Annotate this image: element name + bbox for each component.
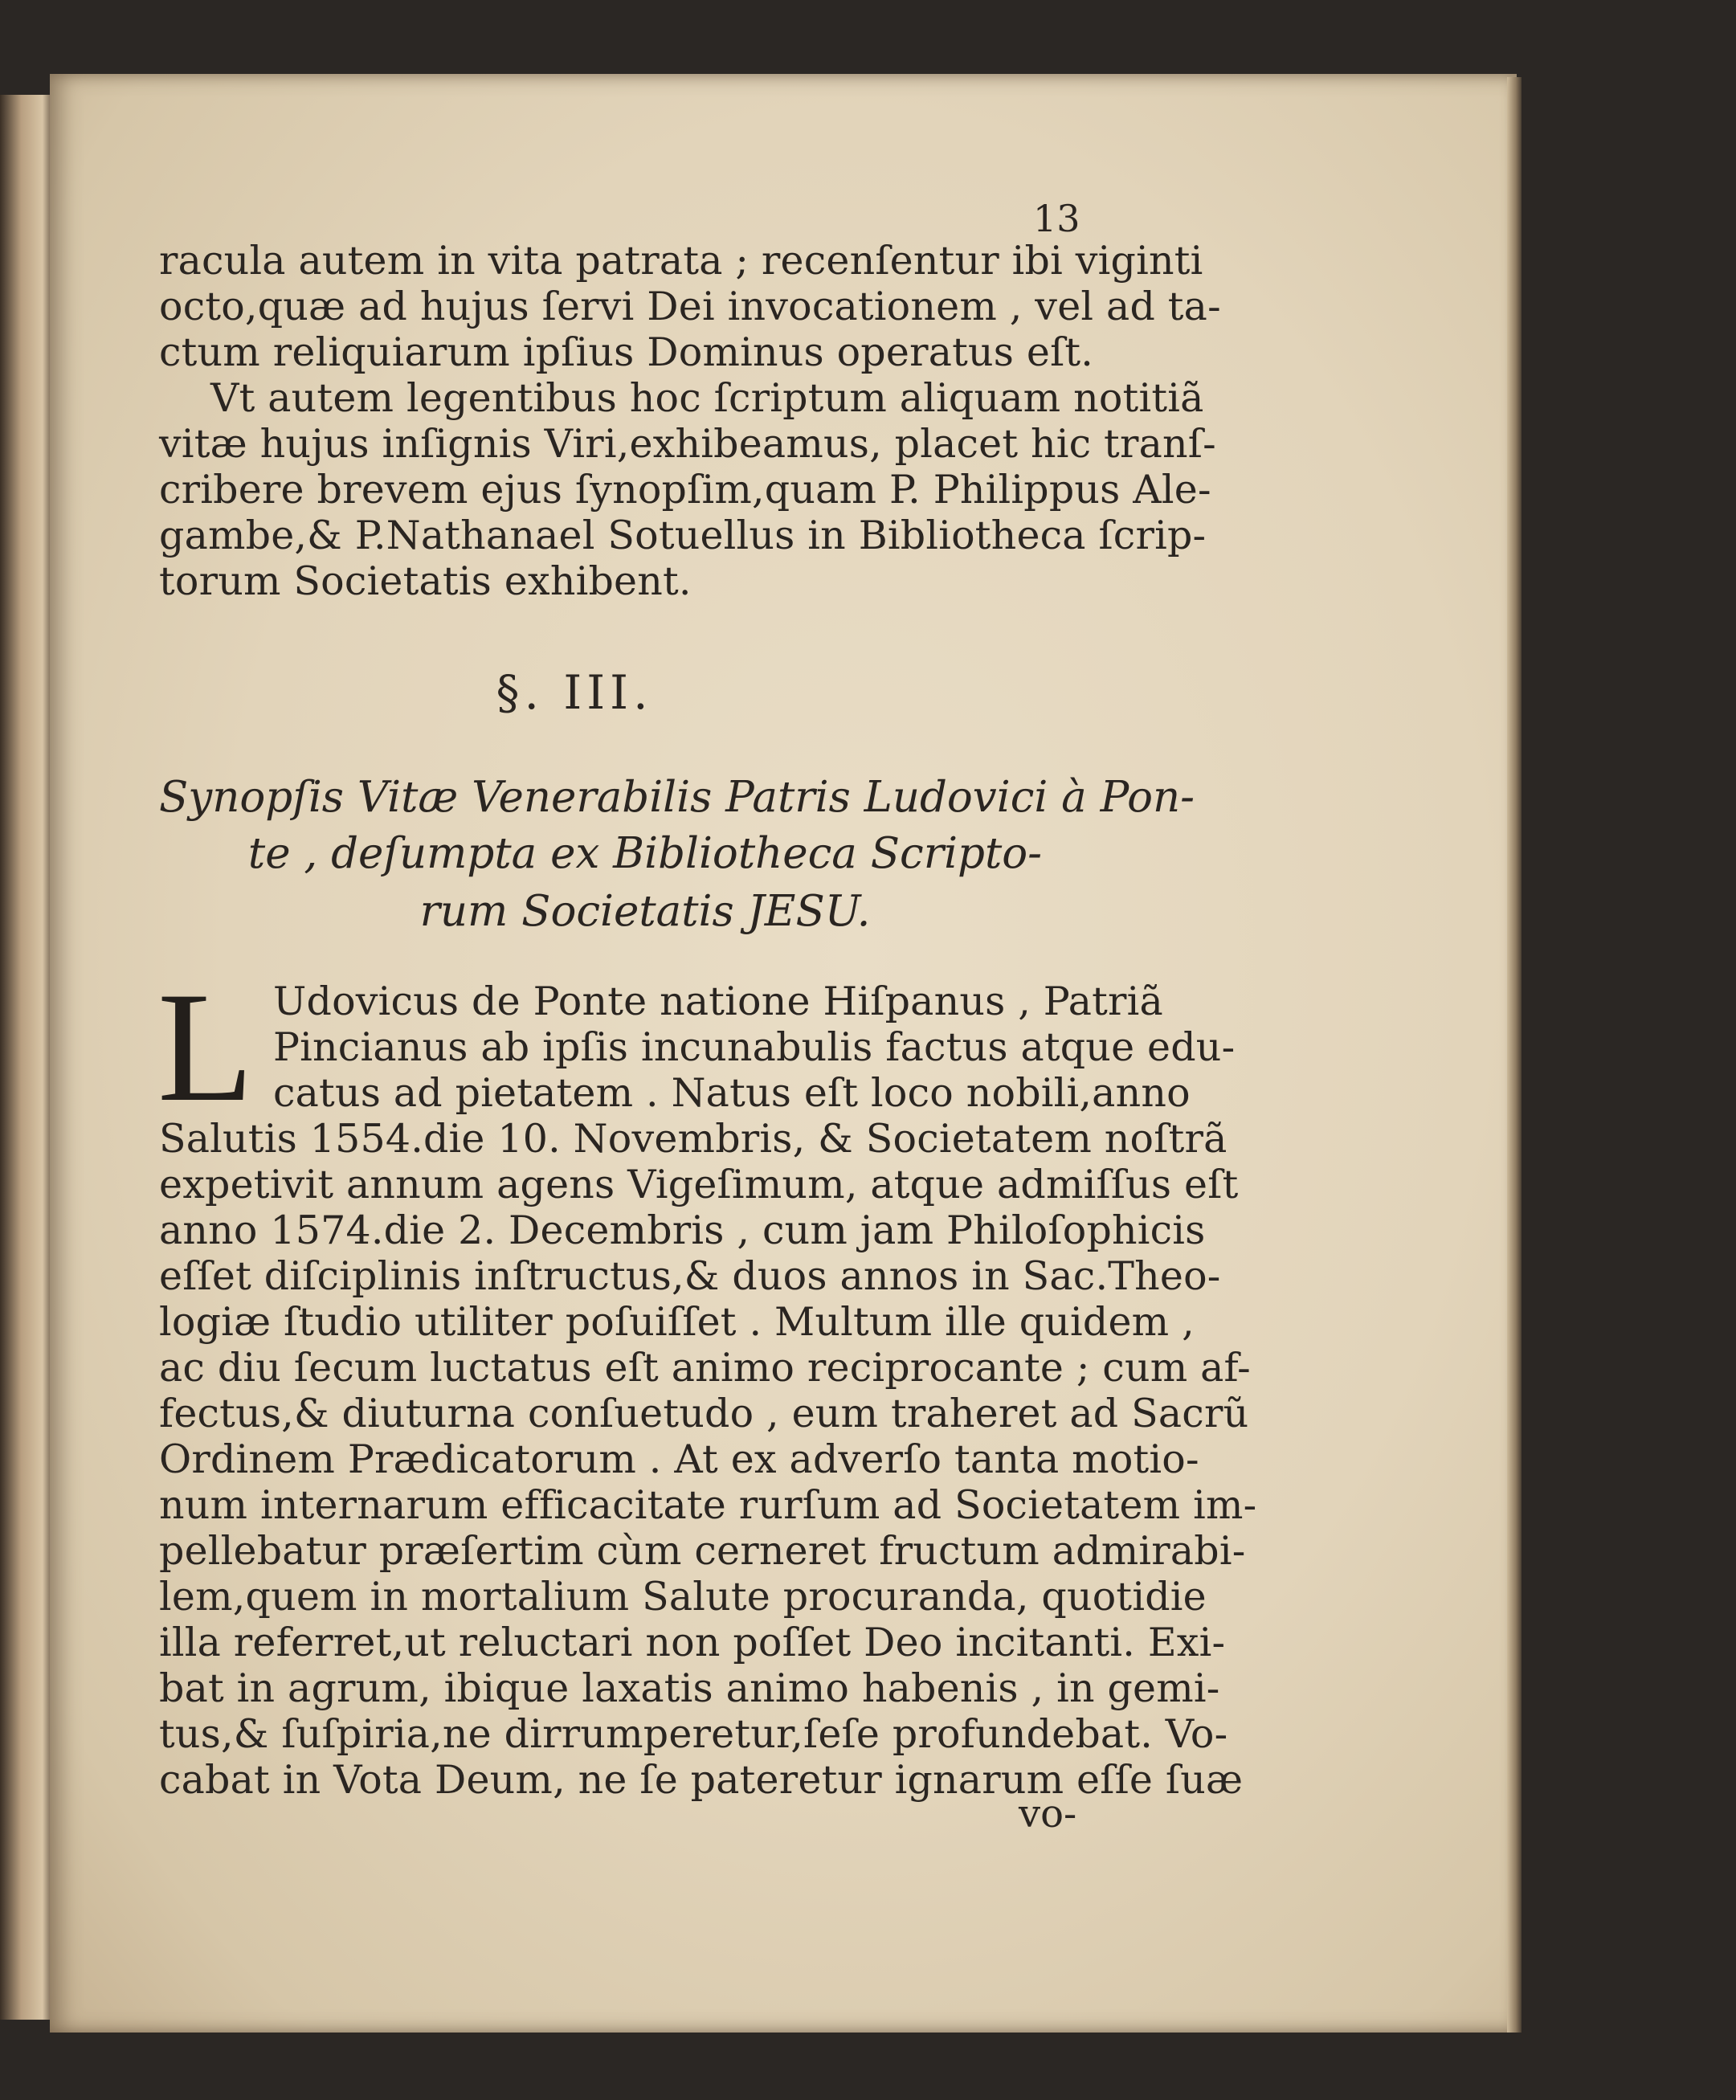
section-number: §. III. [496, 665, 653, 720]
text-line: Vt autem legentibus hoc ſcriptum aliquam notitiã [210, 375, 1204, 421]
catchword: vo- [1019, 1792, 1077, 1836]
section-title-line: te , deſumpta ex Bibliotheca Scripto- [247, 829, 1043, 878]
text-line: eſſet diſciplinis inſtructus,& duos annos in Sac.Theo- [159, 1253, 1221, 1299]
text-line: pellebatur præſertim cùm cerneret fructum admirabi- [159, 1528, 1246, 1574]
text-line: catus ad pietatem . Natus eſt loco nobili,anno [273, 1070, 1191, 1116]
text-line: anno 1574.die 2. Decembris , cum jam Philoſophicis [159, 1207, 1206, 1253]
text-line: ctum reliquiarum ipſius Dominus operatus eſt. [159, 329, 1094, 375]
text-line: tus,& ſuſpiria,ne dirrumperetur,ſeſe profundebat. Vo- [159, 1711, 1228, 1757]
text-line: illa referret,ut reluctari non poſſet Deo incitanti. Exi- [159, 1620, 1226, 1665]
text-line: lem,quem in mortalium Salute procuranda, quotidie [159, 1574, 1207, 1620]
text-line: logiæ ſtudio utiliter poſuiſſet . Multum ille quidem , [159, 1299, 1195, 1345]
text-line: gambe,& P.Nathanael Sotuellus in Bibliotheca ſcrip- [159, 513, 1207, 558]
text-line: bat in agrum, ibique laxatis animo habenis , in gemi- [159, 1665, 1220, 1711]
section-title-line: rum Societatis JESU. [419, 887, 871, 936]
text-line: num internarum efficacitate rurſum ad Societatem im- [159, 1482, 1257, 1528]
facing-page-edge [0, 95, 53, 2020]
drop-cap: L [157, 960, 254, 1134]
text-line: torum Societatis exhibent. [159, 558, 692, 604]
page-number: 13 [1033, 197, 1080, 240]
text-line: cabat in Vota Deum, ne ſe pateretur ignarum eſſe ſuæ [159, 1757, 1244, 1803]
text-line: Pincianus ab ipſis incunabulis factus atque edu- [273, 1024, 1236, 1070]
page-fore-edge [1507, 77, 1522, 2033]
text-line: Salutis 1554.die 10. Novembris, & Societatem noſtrã [159, 1116, 1227, 1162]
text-line: expetivit annum agens Vigeſimum, atque admiſſus eſt [159, 1162, 1239, 1207]
text-line: vitæ hujus inſignis Viri,exhibeamus, placet hic tranſ- [159, 421, 1216, 467]
text-line: fectus,& diuturna conſuetudo , eum traheret ad Sacrũ [159, 1391, 1249, 1436]
text-line: octo,quæ ad hujus ſervi Dei invocationem , vel ad ta- [159, 284, 1221, 329]
text-line: ac diu ſecum luctatus eſt animo reciprocante ; cum af- [159, 1345, 1251, 1391]
text-line: cribere brevem ejus ſynopſim,quam P. Philippus Ale- [159, 467, 1211, 513]
text-line: Ordinem Prædicatorum . At ex adverſo tanta motio- [159, 1436, 1199, 1482]
text-line: racula autem in vita patrata ; recenſentur ibi viginti [159, 238, 1203, 284]
text-line: Udovicus de Ponte natione Hiſpanus , Patriã [273, 979, 1163, 1024]
section-title-line: Synopſis Vitæ Venerabilis Patris Ludovici à Pon- [159, 773, 1195, 822]
